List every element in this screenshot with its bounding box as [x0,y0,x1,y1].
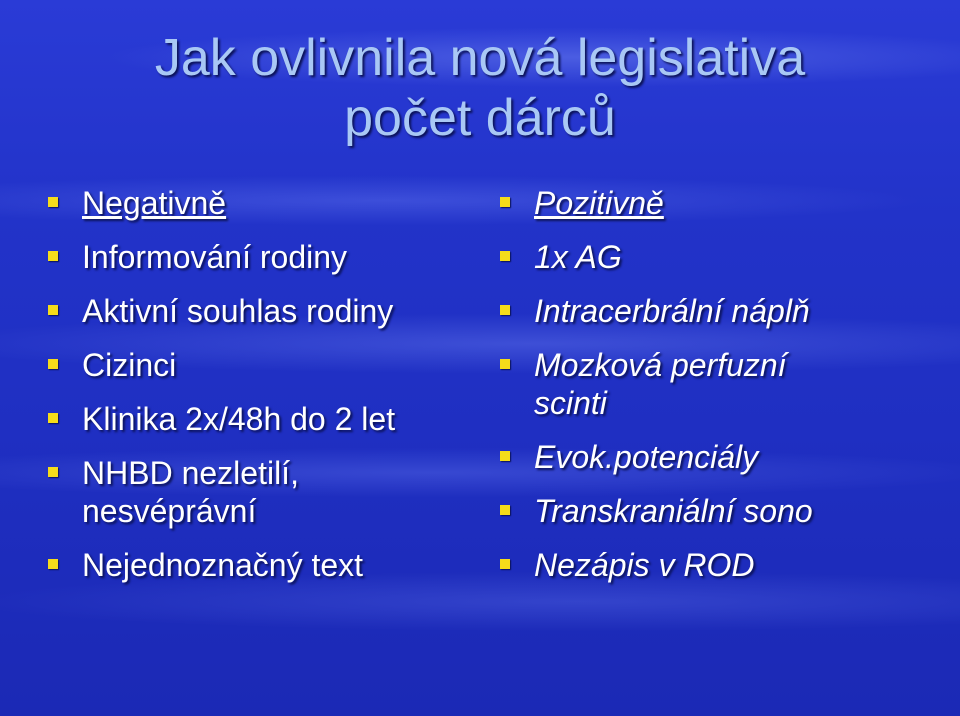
list-heading: Pozitivně [534,185,664,221]
list-item [48,454,382,530]
square-bullet-icon [48,413,58,423]
square-bullet-icon [500,305,510,315]
list-item-text: 1x AG [534,239,622,275]
left-column [48,184,468,600]
list-item-text: Intracerbrální náplň [534,293,810,329]
square-bullet-icon [500,559,510,569]
list-item-text: Nejednoznačný text [82,547,364,583]
list-item [48,238,468,276]
list-item [48,184,468,222]
list-item-text: Informování rodiny [82,239,348,275]
right-column [500,184,940,600]
list-item-text: Evok.potenciály [534,439,759,475]
list-item [48,292,468,330]
square-bullet-icon [48,559,58,569]
square-bullet-icon [48,305,58,315]
square-bullet-icon [48,467,58,477]
list-item-text: Mozková perfuzní scinti [534,347,787,421]
slide-title [0,28,960,148]
square-bullet-icon [500,359,510,369]
list-heading: Negativně [82,185,227,221]
list-item-text: Cizinci [82,347,177,383]
list-item-text: Aktivní souhlas rodiny [82,293,394,329]
list-item [500,546,940,584]
list-item [500,184,940,222]
title-line-2: počet dárců [344,89,616,147]
list-item-text: NHBD nezletilí, nesvéprávní [82,455,299,529]
list-item [48,400,468,438]
list-item [48,546,468,584]
square-bullet-icon [500,451,510,461]
list-item [500,492,940,530]
list-item [500,292,940,330]
list-item [48,346,468,384]
list-item [500,238,940,276]
title-line-1: Jak ovlivnila nová legislativa [154,29,806,87]
list-item-text: Transkraniální sono [534,493,813,529]
list-item-text: Klinika 2x/48h do 2 let [82,401,396,437]
list-item [500,346,854,422]
square-bullet-icon [500,251,510,261]
list-item [500,438,940,476]
square-bullet-icon [500,505,510,515]
square-bullet-icon [48,359,58,369]
list-item-text: Nezápis v ROD [534,547,755,583]
square-bullet-icon [500,197,510,207]
square-bullet-icon [48,251,58,261]
square-bullet-icon [48,197,58,207]
